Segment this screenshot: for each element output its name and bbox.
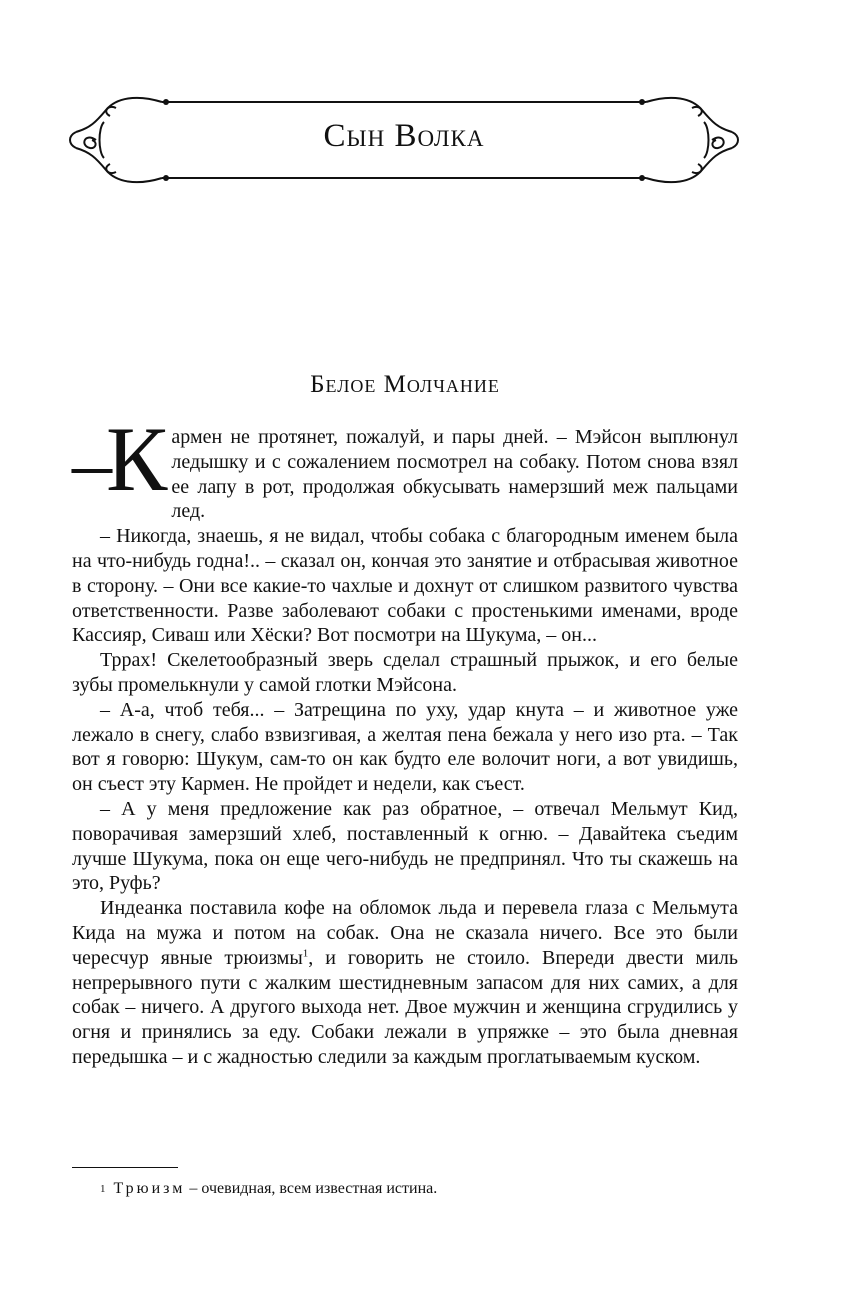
- book-title: Сын Волка: [323, 118, 485, 154]
- paragraph: Тррах! Скелетообразный зверь сделал страшный прыжок, и его белые зубы промелькнули у самой глотки Мэйсона.: [72, 649, 738, 696]
- paragraph: [72, 896, 738, 1070]
- chapter-title: Белое Молчание: [310, 371, 500, 398]
- footnote: [100, 1178, 740, 1200]
- paragraph: – А у меня предложение как раз обратное, – отвечал Мельмут Кид, поворачивая замерзший хлеб, поставленный к огню. – Давайтека съедим лучше Шукума, пока он еще чего-нибудь не предпринял. Что ты скажешь на это, Руфь?: [72, 797, 738, 895]
- footnote-number: 1: [100, 1183, 106, 1195]
- footnote-ref[interactable]: 1: [302, 947, 309, 960]
- paragraph: [72, 408, 738, 524]
- footnote-term: Трюизм: [113, 1180, 186, 1197]
- paragraph-text: Индеанка поставила кофе на обломок льда и перевела глаза с Мельмута Кида на мужа и потом на собак. Она не сказала ничего. Все это были чересчур явные трюизмы: [72, 897, 738, 969]
- drop-cap-dash: –: [72, 420, 106, 508]
- footnote-text: – очевидная, всем известная истина.: [185, 1180, 438, 1197]
- paragraph: – Никогда, знаешь, я не видал, чтобы собака с благородным именем была на что-нибудь годна!.. – сказал он, кончая это занятие и отбрасывая животное в сторону. – Они все какие-то чахлые и дохнут от слишком развитого чувства ответственности. Разве заболевают собаки с простенькими именами, вроде Кассияр, Сиваш или Хёски? Вот посмотри на Шукума, – он...: [72, 525, 738, 647]
- paragraph-text: армен не протянет, пожалуй, и пары дней. – Мэйсон выплюнул ледышку и с сожалением посмотрел на собаку. Потом снова взял ее лапу в рот, продолжая обкусывать намерзший меж пальцами лед.: [171, 426, 738, 523]
- drop-cap-letter: К: [106, 408, 168, 510]
- paragraph-text: , и говорить не стоило. Впереди двести миль непрерывного пути с жалким шестидневным запасом для них самих, а для собак – ничего. А другого выхода нет. Двое мужчин и женщина сгрудились у огня и принялись за еду. Собаки лежали в упряжке – это была дневная передышка – и с жадностью следили за каждым проглатываемым куском.: [72, 946, 738, 1068]
- paragraph: – А-а, чтоб тебя... – Затрещина по уху, удар кнута – и животное уже лежало в снегу, слабо взвизгивая, а желтая пена бежала у него изо рта. – Так вот я говорю: Шукум, сам-то он как будто еле волочит ноги, а вот увидишь, он съест эту Кармен. Не пройдет и недели, как съест.: [72, 698, 738, 796]
- drop-cap: [72, 408, 168, 510]
- body-text: [72, 408, 738, 1070]
- footnote-divider: [72, 1167, 178, 1168]
